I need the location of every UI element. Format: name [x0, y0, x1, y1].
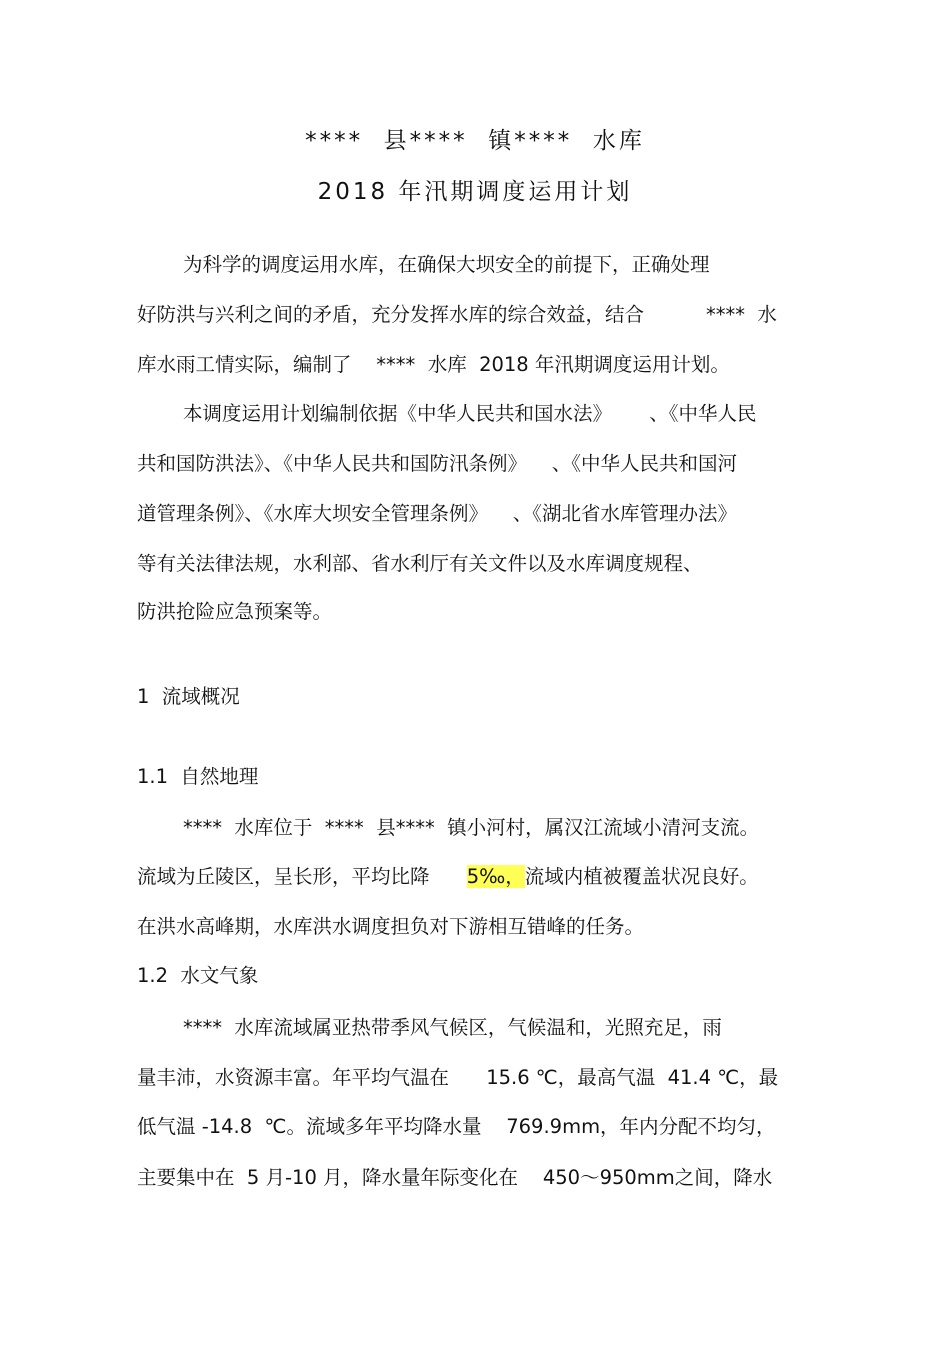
text-line: **** 水库流域属亚热带季风气候区，气候温和，光照充足，雨	[183, 1016, 722, 1039]
section-heading-1-2: 1.2 水文气象	[137, 964, 259, 987]
text-line: 共和国防洪法》、《中华人民共和国防汛条例》 、《中华人民共和国河	[137, 452, 738, 475]
document-title-line1: **** 县**** 镇**** 水库	[305, 128, 645, 154]
text-line: 好防洪与兴利之间的矛盾，充分发挥水库的综合效益，结合 **** 水	[137, 303, 777, 326]
text-segment: 流域为丘陵区，呈长形，平均比降	[137, 865, 467, 888]
text-line: 为科学的调度运用水库，在确保大坝安全的前提下，正确处理	[183, 253, 710, 276]
section-heading-1: 1 流域概况	[137, 685, 240, 708]
text-line: 道管理条例》、《水库大坝安全管理条例》 、《湖北省水库管理办法》	[137, 502, 738, 525]
text-line: 低气温 -14.8 ℃。流域多年平均降水量 769.9mm，年内分配不均匀，	[137, 1115, 776, 1138]
text-segment: 流域内植被覆盖状况良好。	[524, 865, 759, 888]
text-line	[137, 862, 759, 892]
text-line: 库水雨工情实际，编制了 **** 水库 2018 年汛期调度运用计划。	[137, 353, 730, 376]
text-line: 在洪水高峰期，水库洪水调度担负对下游相互错峰的任务。	[137, 915, 645, 938]
text-line: 主要集中在 5 月-10 月，降水量年际变化在 450～950mm之间，降水	[137, 1166, 773, 1189]
text-line: **** 水库位于 **** 县**** 镇小河村，属汉江流域小清河支流。	[183, 816, 760, 839]
text-line: 等有关法律法规，水利部、省水利厅有关文件以及水库调度规程、	[137, 552, 703, 575]
text-line: 量丰沛，水资源丰富。年平均气温在 15.6 ℃，最高气温 41.4 ℃，最	[137, 1066, 779, 1089]
text-line: 本调度运用计划编制依据《中华人民共和国水法》 、《中华人民	[183, 402, 757, 425]
section-heading-1-1: 1.1 自然地理	[137, 765, 259, 788]
text-line: 防洪抢险应急预案等。	[137, 600, 333, 623]
document-title-line2: 2018 年汛期调度运用计划	[317, 179, 633, 205]
highlighted-text: 5‰，	[466, 865, 525, 888]
